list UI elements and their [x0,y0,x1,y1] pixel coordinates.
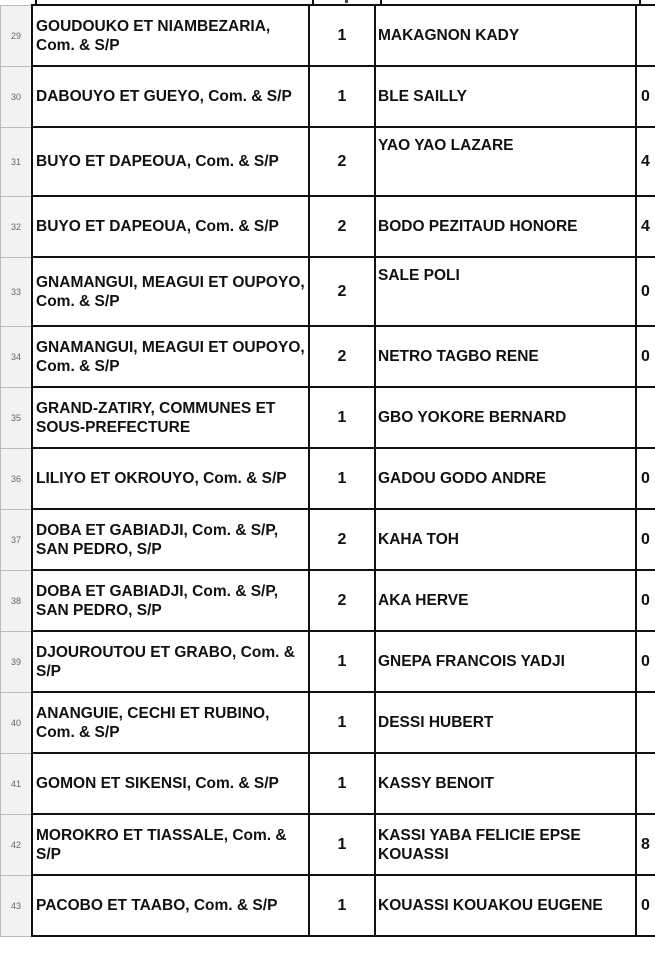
candidate-name-cell: MAKAGNON KADY [375,5,636,66]
seats-cell: 1 [309,387,375,448]
row-number: 40 [1,692,33,753]
table-row [1,196,655,257]
candidate-name-cell: KAHA TOH [375,509,636,570]
truncated-column-cell [636,5,655,66]
seats-cell: 2 [309,326,375,387]
row-number: 39 [1,631,33,692]
candidate-name-cell: KOUASSI KOUAKOU EUGENE [375,875,636,936]
constituency-cell: DABOUYO ET GUEYO, Com. & S/P [32,66,309,127]
row-number: 42 [1,814,33,875]
table-row [1,692,655,753]
table-row [1,127,655,196]
truncated-column-cell [636,387,655,448]
candidate-name-cell: DESSI HUBERT [375,692,636,753]
candidate-name-cell: YAO YAO LAZARE [375,127,636,196]
constituency-cell: GOMON ET SIKENSI, Com. & S/P [32,753,309,814]
truncated-column-cell: 0 [636,257,655,326]
seats-cell: 1 [309,875,375,936]
constituency-cell: ANANGUIE, CECHI ET RUBINO, Com. & S/P [32,692,309,753]
candidate-name-cell: KASSY BENOIT [375,753,636,814]
constituency-cell: DOBA ET GABIADJI, Com. & S/P, SAN PEDRO, S/P [32,570,309,631]
row-number: 30 [1,66,33,127]
table-row [1,387,655,448]
truncated-column-cell [636,753,655,814]
candidate-name-cell: KASSI YABA FELICIE EPSE KOUASSI [375,814,636,875]
seats-cell: 1 [309,814,375,875]
truncated-column-cell: 8 [636,814,655,875]
seats-cell: 2 [309,570,375,631]
truncated-column-cell: 0 [636,570,655,631]
constituency-cell: BUYO ET DAPEOUA, Com. & S/P [32,196,309,257]
candidate-name-cell: AKA HERVE [375,570,636,631]
constituency-cell: LILIYO ET OKROUYO, Com. & S/P [32,448,309,509]
row-number: 29 [1,5,33,66]
seats-cell: 1 [309,5,375,66]
candidate-name-cell: SALE POLI [375,257,636,326]
constituency-cell: DOBA ET GABIADJI, Com. & S/P, SAN PEDRO, S/P [32,509,309,570]
seats-cell: 2 [309,257,375,326]
seats-cell: 1 [309,631,375,692]
constituency-cell: GOUDOUKO ET NIAMBEZARIA, Com. & S/P [32,5,309,66]
candidate-table [0,4,655,937]
candidate-name-cell: GBO YOKORE BERNARD [375,387,636,448]
seats-cell: 2 [309,196,375,257]
row-number: 32 [1,196,33,257]
truncated-column-cell: 0 [636,875,655,936]
row-number: 37 [1,509,33,570]
table-row [1,875,655,936]
candidate-name-cell: GADOU GODO ANDRE [375,448,636,509]
table-row [1,814,655,875]
seats-cell: 1 [309,753,375,814]
candidate-table-body [1,5,655,936]
seats-cell: 1 [309,448,375,509]
row-number: 43 [1,875,33,936]
row-number: 36 [1,448,33,509]
constituency-cell: BUYO ET DAPEOUA, Com. & S/P [32,127,309,196]
constituency-cell: GNAMANGUI, MEAGUI ET OUPOYO, Com. & S/P [32,326,309,387]
row-number: 33 [1,257,33,326]
seats-cell: 2 [309,127,375,196]
constituency-cell: MOROKRO ET TIASSALE, Com. & S/P [32,814,309,875]
constituency-cell: PACOBO ET TAABO, Com. & S/P [32,875,309,936]
seats-cell: 1 [309,66,375,127]
candidate-name-cell: BLE SAILLY [375,66,636,127]
truncated-column-cell: 0 [636,448,655,509]
previous-row-mark [345,0,348,3]
table-row [1,753,655,814]
candidate-name-cell: GNEPA FRANCOIS YADJI [375,631,636,692]
truncated-column-cell: 0 [636,509,655,570]
table-row [1,509,655,570]
seats-cell: 2 [309,509,375,570]
table-row [1,5,655,66]
row-number: 41 [1,753,33,814]
row-number: 35 [1,387,33,448]
row-number: 31 [1,127,33,196]
constituency-cell: GNAMANGUI, MEAGUI ET OUPOYO, Com. & S/P [32,257,309,326]
table-row [1,257,655,326]
constituency-cell: DJOUROUTOU ET GRABO, Com. & S/P [32,631,309,692]
truncated-column-cell: 4 [636,196,655,257]
candidate-name-cell: NETRO TAGBO RENE [375,326,636,387]
truncated-column-cell: 0 [636,326,655,387]
seats-cell: 1 [309,692,375,753]
row-number: 38 [1,570,33,631]
truncated-column-cell: 0 [636,66,655,127]
row-number: 34 [1,326,33,387]
candidate-name-cell: BODO PEZITAUD HONORE [375,196,636,257]
truncated-column-cell: 0 [636,631,655,692]
table-row [1,570,655,631]
constituency-cell: GRAND-ZATIRY, COMMUNES ET SOUS-PREFECTURE [32,387,309,448]
table-row [1,66,655,127]
truncated-column-cell: 4 [636,127,655,196]
table-row [1,631,655,692]
table-row [1,326,655,387]
table-row [1,448,655,509]
truncated-column-cell [636,692,655,753]
